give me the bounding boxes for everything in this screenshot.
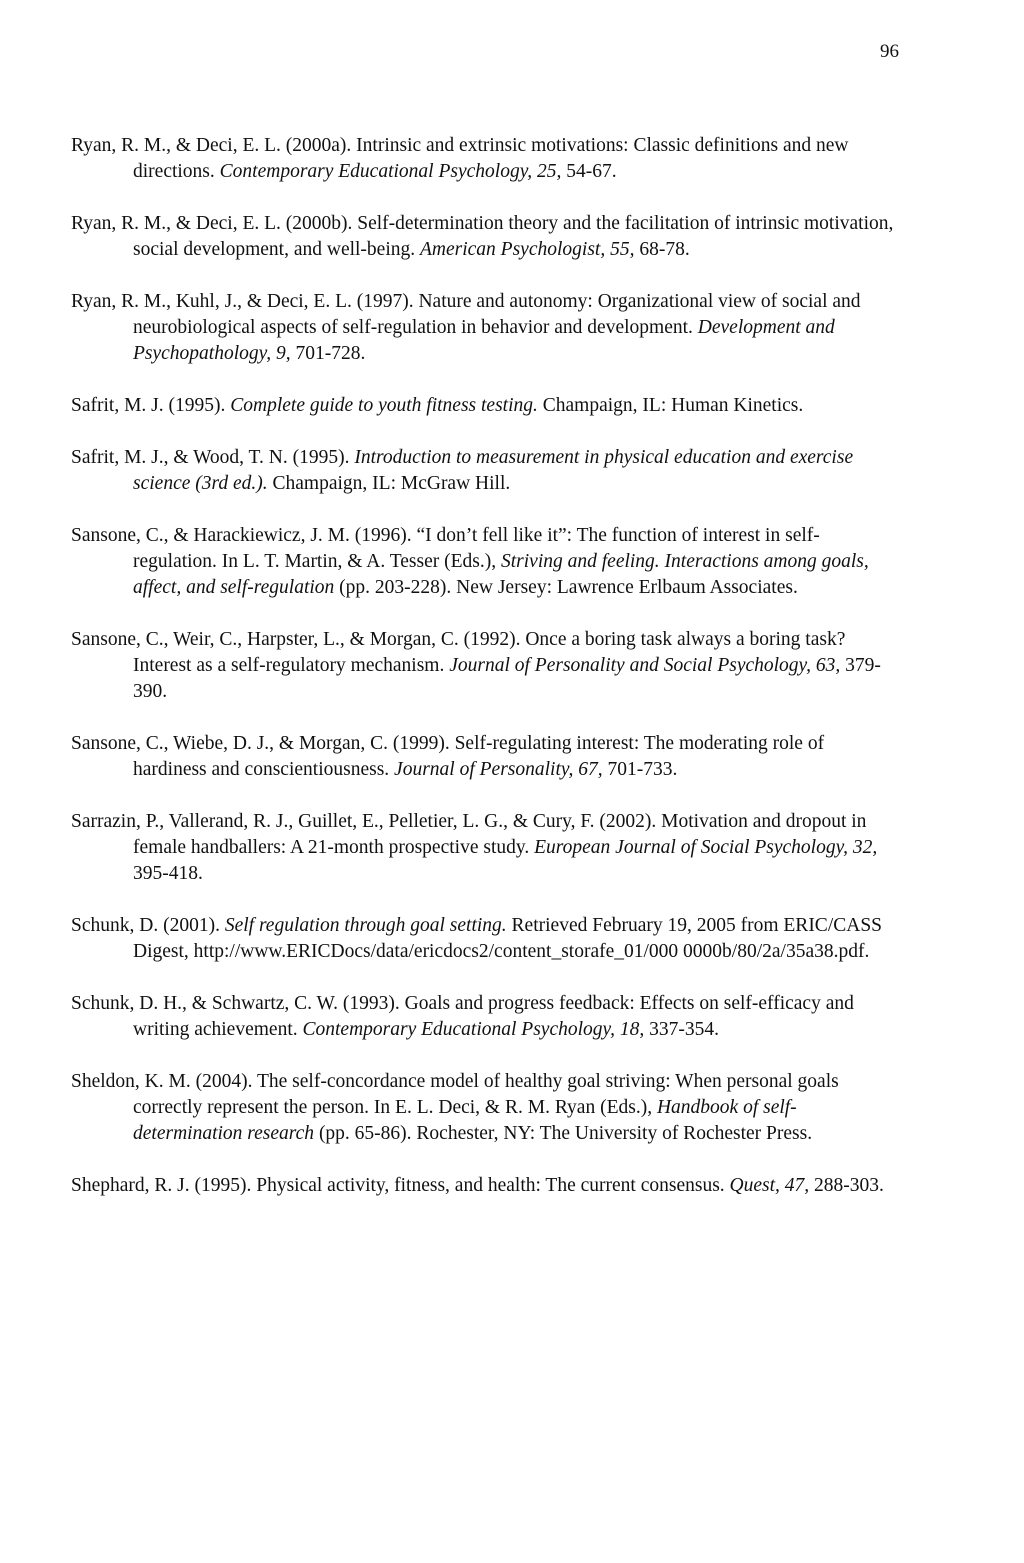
reference-pages: (pp. 203-228). New Jersey: Lawrence Erlbaum Associates.: [334, 577, 798, 598]
reference-pages: Champaign, IL: McGraw Hill.: [267, 473, 511, 494]
reference-source: Handbook of self-determination research: [133, 1097, 797, 1144]
reference-source: Journal of Personality, 67,: [394, 759, 603, 780]
reference-entry: [71, 523, 901, 601]
reference-entry: [71, 133, 901, 185]
reference-list: [71, 133, 901, 1225]
reference-pages: 68-78.: [634, 239, 690, 260]
reference-entry: [71, 809, 901, 887]
reference-pages: 395-418.: [133, 863, 203, 884]
reference-text: Ryan, R. M., & Deci, E. L. (2000a). Intrinsic and extrinsic motivations: Classic definitions and new directions.: [71, 135, 849, 182]
reference-pages: 288-303.: [809, 1175, 884, 1196]
page-number: 96: [880, 41, 899, 62]
reference-text: Ryan, R. M., Kuhl, J., & Deci, E. L. (1997). Nature and autonomy: Organizational view of social and neurobiological aspects of self-regulation in behavior and development.: [71, 291, 861, 338]
reference-text: Safrit, M. J. (1995).: [71, 395, 231, 416]
reference-source: Introduction to measurement in physical education and exercise science (3rd ed.).: [133, 447, 854, 494]
reference-text: Sansone, C., & Harackiewicz, J. M. (1996). “I don’t fell like it”: The function of interest in self-regulation. In L. T. Martin, & A. Tesser (Eds.),: [71, 525, 820, 572]
reference-text: Schunk, D. (2001).: [71, 915, 225, 936]
reference-source: American Psychologist, 55,: [420, 239, 635, 260]
reference-entry: [71, 1173, 901, 1199]
reference-text: Safrit, M. J., & Wood, T. N. (1995).: [71, 447, 355, 468]
reference-text: Sheldon, K. M. (2004). The self-concordance model of healthy goal striving: When personal goals correctly represent the person. In E. L. Deci, & R. M. Ryan (Eds.),: [71, 1071, 839, 1118]
reference-pages: Retrieved February 19, 2005 from ERIC/CASS Digest, http://www.ERICDocs/data/ericdocs2/content_storafe_01/000 0000b/80/2a/35a38.pdf.: [133, 915, 883, 962]
reference-pages: 701-728.: [290, 343, 366, 364]
reference-entry: [71, 627, 901, 705]
reference-entry: [71, 211, 901, 263]
reference-source: Complete guide to youth fitness testing.: [230, 395, 538, 416]
reference-pages: 337-354.: [644, 1019, 719, 1040]
reference-pages: 54-67.: [561, 161, 617, 182]
reference-entry: [71, 731, 901, 783]
reference-source: Journal of Personality and Social Psychology, 63,: [449, 655, 841, 676]
reference-pages: 701-733.: [602, 759, 678, 780]
reference-entry: [71, 991, 901, 1043]
reference-text: Ryan, R. M., & Deci, E. L. (2000b). Self-determination theory and the facilitation of intrinsic motivation, social development, and well-being.: [71, 213, 894, 260]
reference-pages: Champaign, IL: Human Kinetics.: [537, 395, 804, 416]
reference-source: Contemporary Educational Psychology, 25,: [219, 161, 562, 182]
reference-source: European Journal of Social Psychology, 32,: [534, 837, 878, 858]
reference-text: Sansone, C., Wiebe, D. J., & Morgan, C. (1999). Self-regulating interest: The moderating role of hardiness and conscientiousness.: [71, 733, 825, 780]
reference-text: Sansone, C., Weir, C., Harpster, L., & Morgan, C. (1992). Once a boring task always a boring task? Interest as a self-regulatory mechanism.: [71, 629, 846, 676]
reference-source: Contemporary Educational Psychology, 18,: [302, 1019, 645, 1040]
reference-text: Schunk, D. H., & Schwartz, C. W. (1993). Goals and progress feedback: Effects on self-efficacy and writing achievement.: [71, 993, 854, 1040]
reference-pages: 379-390.: [133, 655, 881, 702]
reference-source: Striving and feeling. Interactions among goals, affect, and self-regulation: [133, 551, 869, 598]
reference-entry: [71, 1069, 901, 1147]
reference-source: Quest, 47,: [729, 1175, 810, 1196]
reference-entry: [71, 445, 901, 497]
reference-text: Sarrazin, P., Vallerand, R. J., Guillet, E., Pelletier, L. G., & Cury, F. (2002). Motivation and dropout in female handballers: A 21-month prospective study.: [71, 811, 867, 858]
reference-pages: (pp. 65-86). Rochester, NY: The University of Rochester Press.: [314, 1123, 813, 1144]
reference-entry: [71, 913, 901, 965]
reference-text: Shephard, R. J. (1995). Physical activity, fitness, and health: The current consensus.: [71, 1175, 730, 1196]
reference-source: Self regulation through goal setting.: [224, 915, 507, 936]
reference-entry: [71, 393, 901, 419]
reference-source: Development and Psychopathology, 9,: [133, 317, 835, 364]
reference-entry: [71, 289, 901, 367]
